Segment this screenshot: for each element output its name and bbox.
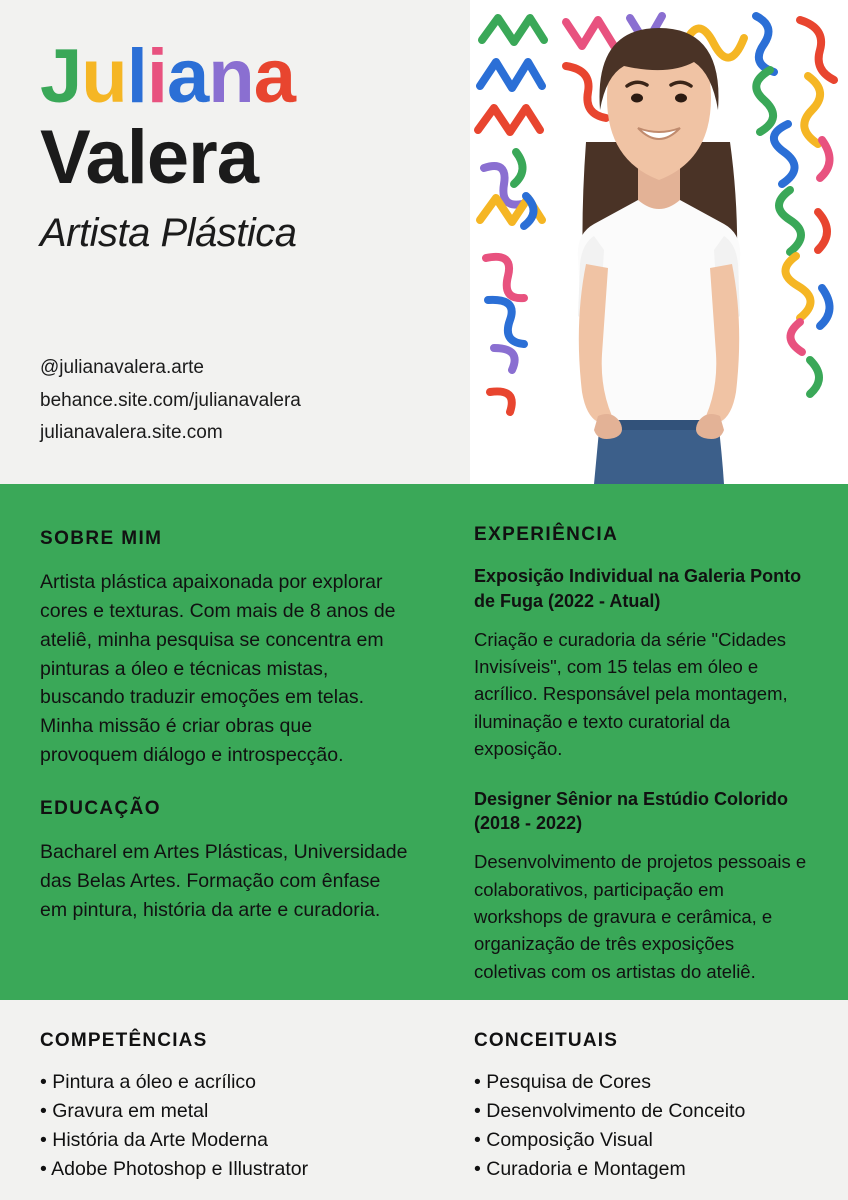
contact-instagram[interactable]: @julianavalera.arte [40,357,204,378]
experience-item [474,787,810,986]
experience-role: Designer Sênior na Estúdio Colorido (2018 - 2022) [474,788,789,834]
last-name: Valera [40,114,258,200]
section-title-education: EDUCAÇÃO [40,798,161,820]
first-name: Juliana [40,34,295,119]
concepts-list [474,1068,814,1183]
section-title-about: SOBRE MIM [40,528,163,549]
contact-list [40,352,301,450]
name-block [40,34,470,256]
about-text: Artista plástica apaixonada por explorar cores e texturas. Com mais de 8 anos de ateliê, minha pesquisa se concentra em pinturas a óleo e técnicas mistas, buscando traduzir emoções em telas. Minha missão é criar obras que provoquem diálogo e introspecção. [40,571,396,767]
person-illustration [534,24,784,484]
portrait-photo [470,0,848,484]
list-item: • Pintura a óleo e acrílico [40,1068,440,1097]
contact-website[interactable]: julianavalera.site.com [40,422,223,444]
header-section [0,0,848,484]
list-item: • Gravura em metal [40,1097,440,1126]
green-content-band [0,484,848,1000]
list-item: • História da Arte Moderna [40,1126,440,1155]
list-item: • Composição Visual [474,1126,814,1155]
list-item: • Adobe Photoshop e Illustrator [40,1155,440,1184]
section-title-experience: EXPERIÊNCIA [474,524,619,545]
experience-item [474,564,810,763]
experience-description: Criação e curadoria da série "Cidades Invisíveis", com 15 telas em óleo e acrílico. Responsável pela montagem, iluminação e texto curatorial da exposição. [474,628,788,760]
job-role: Artista Plástica [40,211,297,256]
experience-role: Exposição Individual na Galeria Ponto de Fuga (2022 - Atual) [474,566,802,611]
section-title-skills: COMPETÊNCIAS [40,1030,208,1051]
education-text: Bacharel em Artes Plásticas, Universidade das Belas Artes. Formação com ênfase em pintura, história da arte e curadoria. [40,841,408,921]
skills-list [40,1068,440,1183]
left-column [40,528,410,925]
list-item: • Curadoria e Montagem [474,1155,814,1184]
skills-section [0,1000,848,1200]
list-item: • Pesquisa de Cores [474,1068,814,1097]
concepts-column [474,1030,814,1183]
skills-column [40,1030,440,1183]
section-title-concepts: CONCEITUAIS [474,1030,619,1051]
contact-behance[interactable]: behance.site.com/julianavalera [40,389,301,411]
list-item: • Desenvolvimento de Conceito [474,1097,814,1126]
right-column [474,524,810,1009]
experience-description: Desenvolvimento de projetos pessoais e colaborativos, participação em workshops de gravura e cerâmica, e organização de três exposições coletivas com os artistas do ateliê. [474,851,807,982]
spacer [40,770,410,798]
